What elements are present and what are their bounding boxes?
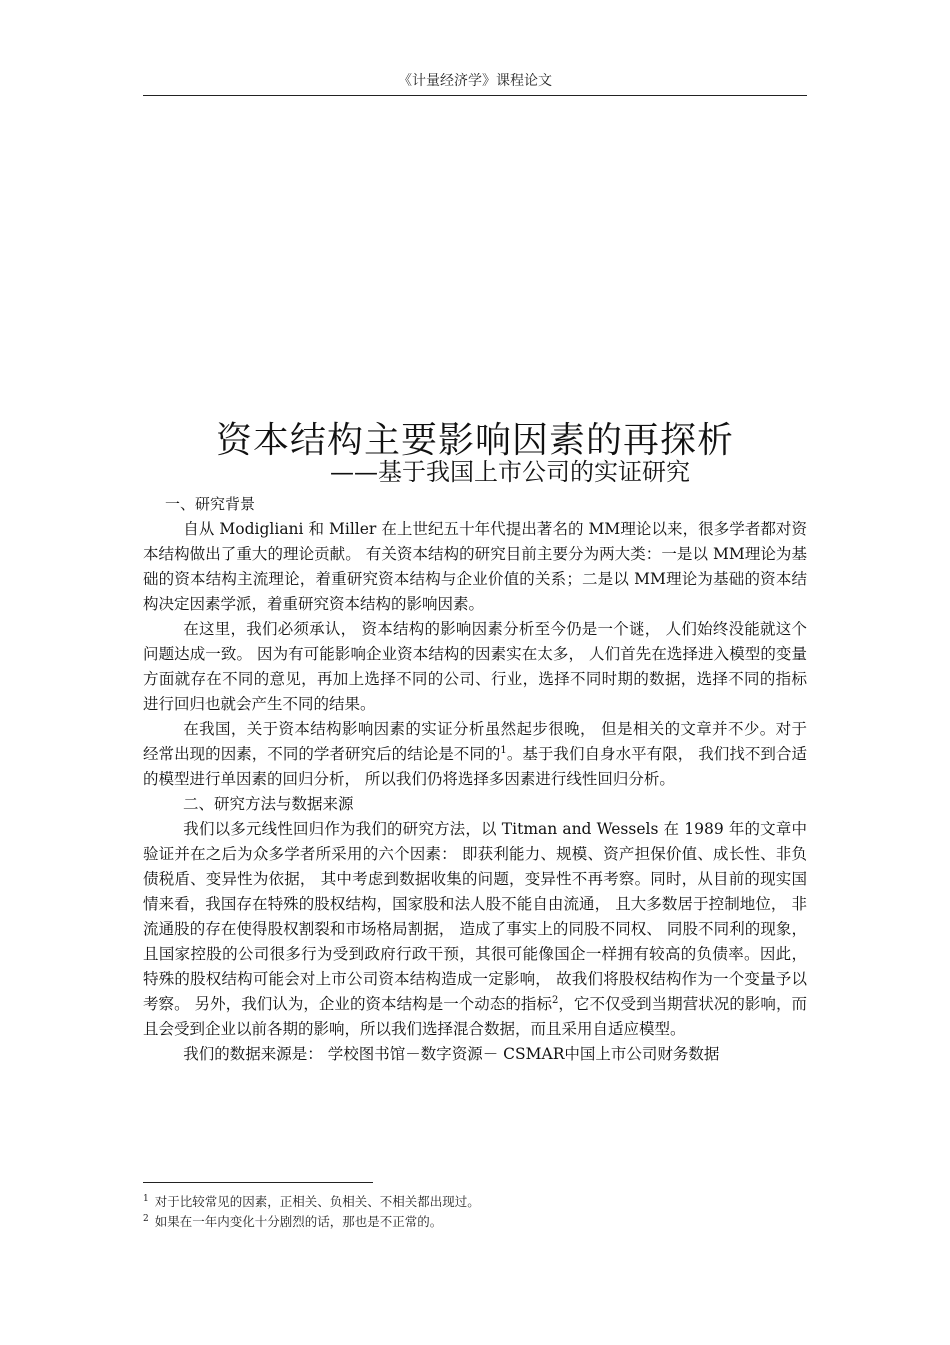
paragraph: 自从 Modigliani 和 Miller 在上世纪五十年代提出著名的 MM理论以来，很多学者都对资本结构做出了重大的理论贡献。 有关资本结构的研究目前主要分为两大类：一是以 MM理论为基础的资本结构主流理论，着重研究资本结构与企业价值的关系；二是以 MM理论为基础的资本结构决定因素学派，着重研究资本结构的影响因素。: [143, 520, 807, 613]
footnote-mark: 1: [143, 1193, 149, 1204]
section-heading-1: 一、研究背景: [165, 495, 256, 513]
footnotes: [143, 1192, 807, 1232]
paragraph-text: 。基于我们自身水平有限， 我们找不到合适的模型进行单因素的回归分析， 所以我们仍将选择多因素进行线性回归分析。: [143, 745, 807, 788]
paragraph-text: 我们以多元线性回归作为我们的研究方法，以 Titman and Wessels 在 1989 年的文章中验证并在之后为众多学者所采用的六个因素： 即获利能力、规模、资产担保价值、成长性、非负债税盾、变异性为依据， 其中考虑到数据收集的问题，变异性不再考察。同时，从目前的现实国情来看，我国存在特殊的股权结构，国家股和法人股不能自由流通， 且大多数居于控制地位， 非流通股的存在使得股权割裂和市场格局割据， 造成了事实上的同股不同权、 同股不同利的现象， 且国家控股的公司很多行为受到政府行政干预，其很可能像国企一样拥有较高的负债率。因此，特殊的股权结构可能会对上市公司资本结构造成一定影响， 故我们将股权结构作为一个变量予以考察。 另外，我们认为，企业的资本结构是一个动态的指标: [143, 820, 807, 1013]
footnote-rule: [143, 1182, 373, 1183]
body-text: [143, 492, 807, 1067]
paragraph: 在这里，我们必须承认， 资本结构的影响因素分析至今仍是一个谜， 人们始终没能就这个问题达成一致。 因为有可能影响企业资本结构的因素实在太多， 人们首先在选择进入模型的变量方面就存在不同的意见，再加上选择不同的公司、行业，选择不同时期的数据，选择不同的指标进行回归也就会产生不同的结果。: [143, 620, 807, 713]
footnote: [143, 1212, 807, 1232]
section-heading-2: 二、研究方法与数据来源: [183, 795, 354, 813]
paragraph: [143, 717, 807, 792]
footnote-ref[interactable]: 1: [500, 744, 507, 756]
header-rule: [143, 95, 807, 96]
running-header: 《计量经济学》课程论文: [398, 73, 552, 89]
paragraph: 我们的数据来源是： 学校图书馆－数字资源－ CSMAR中国上市公司财务数据: [183, 1045, 720, 1063]
paragraph-text: 在我国，关于资本结构影响因素的实证分析虽然起步很晚， 但是相关的文章并不少。对于经常出现的因素，不同的学者研究后的结论是不同的: [143, 720, 807, 763]
footnote-text: 对于比较常见的因素，正相关、负相关、不相关都出现过。: [154, 1194, 480, 1209]
paragraph-text: ，它不仅受到当期营状况的影响，而且会受到企业以前各期的影响，所以我们选择混合数据，而且采用自适应模型。: [143, 995, 807, 1038]
paper-subtitle: ——基于我国上市公司的实证研究: [330, 458, 690, 486]
footnote: [143, 1192, 807, 1212]
footnote-text: 如果在一年内变化十分剧烈的话，那也是不正常的。: [154, 1214, 443, 1229]
paper-title: 资本结构主要影响因素的再探析: [215, 420, 734, 462]
footnote-ref[interactable]: 2: [551, 994, 559, 1006]
footnote-mark: 2: [143, 1213, 149, 1224]
paragraph: [143, 817, 807, 1042]
